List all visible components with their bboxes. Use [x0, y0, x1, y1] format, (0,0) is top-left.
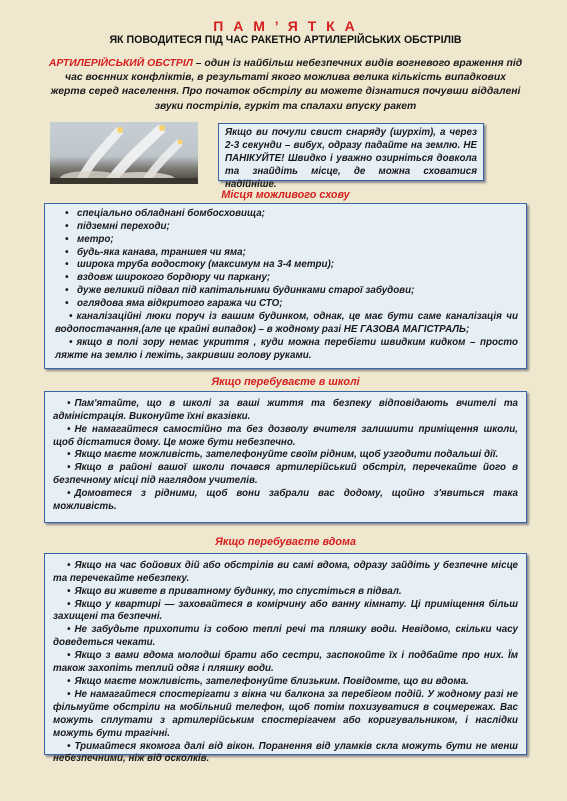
list-item: • каналізаційні люки поруч із вашим будинком, однак, це має бути саме каналізація чи водопостачання,(але це крайні випадок) – в жодному разі НЕ ГАЗОВА МАГІСТРАЛЬ; — [55, 311, 518, 335]
list-item: • Домовтеся з рідними, щоб вони забрали вас додому, щойно з'явиться така можливість. — [53, 488, 518, 513]
list-item: • дуже великий підвал під капітальними будинками старої забудови; — [65, 285, 415, 297]
intro-lead: АРТИЛЕРІЙСЬКИЙ ОБСТРІЛ — [48, 58, 193, 69]
list-item: • метро; — [65, 233, 114, 245]
list-item: • Тримайтеся якомога далі від вікон. Поранення від уламків скла можуть бути не менш небезпечними, ніж від осколків. — [53, 740, 518, 765]
list-item: • Якщо у квартирі — заховайтеся в комірчину або ванну кімнату. Ці приміщення більш захищені та безпечні. — [53, 598, 518, 623]
list-item: • підземні переходи; — [65, 220, 170, 232]
shelter-heading: Місця можливого схову — [221, 188, 350, 201]
home-heading: Якщо перебуваєте вдома — [215, 535, 356, 548]
list-item: • Якщо з вами вдома молодші брати або сестри, заспокойте їх і подбайте про них. Їм також захопіть теплий одяг і пляшку води. — [53, 650, 518, 675]
list-item: • Якщо на час бойових дій або обстрілів ви самі вдома, одразу зайдіть у безпечне місце та перечекайте небезпеку. — [53, 559, 518, 584]
intro-paragraph — [44, 57, 527, 114]
list-item: • Якщо маєте можливість, зателефонуйте своїм рідним, щоб узгодити подальші дії. — [67, 449, 499, 461]
rocket-launch-photo — [50, 122, 198, 184]
list-item: • Якщо маєте можливість, зателефонуйте близьким. Повідомте, що ви вдома. — [67, 675, 469, 687]
list-item: • Не намагайтеся спостерігати з вікна чи балкона за перебігом подій. У жодному разі не фільмуйте обстріли на мобільний телефон, щоб потім похизуватися в соцмережах. Вас можуть сплутати з артилерійським спостерігачем або коригувальником, і наслідки можуть бути трагічні. — [53, 688, 518, 739]
list-item: • Якщо ви живете в приватному будинку, то спустіться в підвал. — [67, 585, 402, 597]
list-item: • Не намагайтеся самостійно та без дозволу вчителя залишити приміщення школи, щоб дістатися дому. Це може бути небезпечно. — [53, 423, 518, 448]
list-item: • Не забудьте прихопити із собою теплі речі та пляшку води. Невідомо, скільки часу доведеться чекати. — [53, 624, 518, 649]
shelter-list — [44, 203, 527, 369]
school-heading: Якщо перебуваєте в школі — [211, 375, 360, 388]
list-item: • Якщо в районі вашої школи почався артилерійський обстріл, перечекайте його в безпечному місці під наглядом учителів. — [53, 462, 518, 487]
warning-box: Якщо ви почули свист снаряду (шурхіт), а через 2-3 секунди – вибух, одразу падайте на землю. НЕ ПАНІКУЙТЕ! Швидко і уважно озирніться довкола та знайдіть місце, де можна сховатися надійніше. — [218, 123, 484, 181]
list-item: • якщо в полі зору немає укриття , куди можна перебігти швидким кидком – просто ляжте на землю і лежіть, закривши голову руками. — [55, 336, 518, 361]
page-subtitle: ЯК ПОВОДИТЕСЯ ПІД ЧАС РАКЕТНО АРТИЛЕРІЙСЬКИХ ОБСТРІЛІВ — [109, 34, 462, 46]
list-item: • широка труба водостоку (максимум на 3-4 метри); — [65, 259, 335, 271]
page-title: П А М ’ Я Т К А — [213, 18, 358, 34]
list-item: • спеціально обладнані бомбосховища; — [65, 207, 265, 219]
list-item: • вздовж широкого бордюру чи паркану; — [65, 272, 271, 284]
intro-text: – один із найбільш небезпечних видів вогневого враження під час воєнних конфліктів, в результаті якого можлива велика кількість випадкових жертв серед населення. Про початок обстрілу ви можете дізнатися почувши віддалені звуки пострілів, гуркіт та спалахи впуску ракет — [50, 58, 523, 112]
list-item: • Пам'ятайте, що в школі за ваші життя та безпеку відповідають вчителі та адміністрація. Виконуйте їхні вказівки. — [53, 397, 518, 422]
list-item: • оглядова яма відкритого гаража чи СТО; — [65, 298, 283, 310]
school-box — [44, 391, 527, 523]
warning-row — [44, 120, 527, 190]
home-box — [44, 553, 527, 765]
list-item: • будь-яка канава, траншея чи яма; — [65, 246, 246, 258]
